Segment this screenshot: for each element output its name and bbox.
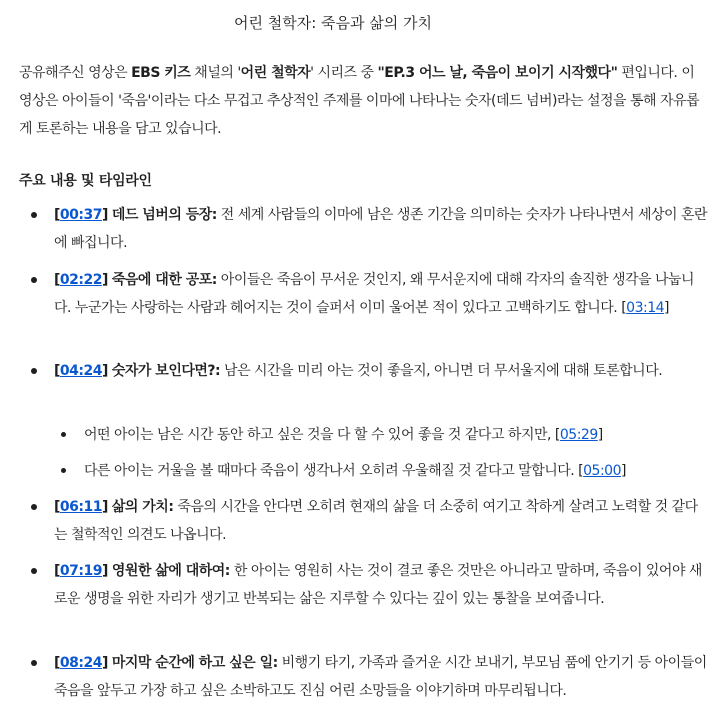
item-text: 남은 시간을 미리 아는 것이 좋을지, 아니면 더 무서울지에 대해 토론합니다.: [220, 363, 663, 379]
timestamp-link[interactable]: 07:19: [59, 563, 102, 579]
subitem-text: 어떤 아이는 남은 시간 동안 하고 싶은 것을 다 할 수 있어 좋을 것 같다고 하지만,: [84, 427, 555, 443]
intro-text: ' 시리즈 중: [310, 65, 378, 81]
bracket-open: [: [554, 427, 560, 443]
bracket-close: ]: [597, 427, 603, 443]
timeline-subitem: [84, 457, 710, 485]
item-text: 한 아이는 영원히 사는 것이 결코 좋은 것만은 아니라고 말하며, 죽음이 있어야 새로운 생명을 위한 자리가 생기고 반복되는 삶은 지루할 수 있다는 깊이 있는 통찰을 보여줍니다.: [54, 563, 702, 607]
bracket-close: ]: [101, 563, 108, 579]
intro-text: 채널의 ': [190, 65, 241, 81]
bracket-close: ]: [101, 363, 108, 379]
bracket-close: ]: [621, 463, 626, 479]
item-text: 비행기 타기, 가족과 즐거운 시간 보내기, 부모님 품에 안기기 등 아이들이 죽음을 앞두고 가장 하고 싶은 소박하고도 진심 어린 소망들을 이야기하며 마무리됩니다.: [54, 655, 707, 699]
item-label: 죽음에 대한 공포:: [111, 272, 217, 288]
bracket-open: [: [54, 563, 60, 579]
timeline-subitem: [84, 421, 710, 449]
timestamp-link[interactable]: 04:24: [59, 363, 102, 379]
timeline-item: [54, 266, 710, 322]
intro-text: 공유해주신 영상은: [19, 65, 132, 81]
bullet-icon: [31, 660, 37, 666]
bracket-open: [: [54, 499, 60, 515]
bullet-icon: [31, 504, 37, 510]
timeline-item: [54, 493, 710, 549]
bracket-open: [: [578, 463, 584, 479]
bracket-open: [: [54, 272, 60, 288]
reference-timestamp-link[interactable]: 05:00: [583, 463, 621, 479]
intro-text: 편입니다. 이 영상은 아이들이 '죽음'이라는 다소 무겁고 추상적인 주제를 이마에 나타나는 숫자(데드 넘버)라는 설정을 통해 자유롭게 토론하는 내용을 담고 있습니다.: [19, 65, 700, 137]
bracket-open: [: [54, 207, 60, 223]
bullet-icon: [31, 568, 37, 574]
timeline-item: [54, 649, 710, 705]
intro-paragraph: [19, 59, 711, 143]
bullet-icon: [61, 432, 66, 437]
bracket-open: [: [54, 363, 60, 379]
reference-timestamp-link[interactable]: 03:14: [626, 300, 665, 316]
timeline-item: [54, 357, 710, 385]
intro-episode-title: "EP.3 어느 날, 죽음이 보이기 시작했다": [377, 65, 618, 81]
item-label: 마지막 순간에 하고 싶은 일:: [111, 655, 278, 671]
item-label: 데드 넘버의 등장:: [111, 207, 217, 223]
item-label: 숫자가 보인다면?:: [111, 363, 221, 379]
bracket-open: [: [54, 655, 60, 671]
intro-series-name: 어린 철학자: [240, 65, 311, 81]
timeline-item: [54, 201, 710, 257]
item-label: 삶의 가치:: [111, 499, 174, 515]
timestamp-link[interactable]: 08:24: [59, 655, 102, 671]
timestamp-link[interactable]: 02:22: [59, 272, 102, 288]
subitem-text: 다른 아이는 거울을 볼 때마다 죽음이 생각나서 오히려 우울해질 것 같다고 말합니다.: [84, 463, 579, 479]
bullet-icon: [31, 277, 37, 283]
bracket-close: ]: [664, 300, 669, 316]
section-heading: 주요 내용 및 타임라인: [19, 173, 152, 189]
bracket-close: ]: [101, 272, 108, 288]
timestamp-link[interactable]: 00:37: [59, 207, 102, 223]
bracket-close: ]: [101, 655, 108, 671]
document-title: 어린 철학자: 죽음과 삶의 가치: [233, 14, 432, 32]
timestamp-link[interactable]: 06:11: [59, 499, 102, 515]
item-label: 영원한 삶에 대하여:: [111, 563, 230, 579]
bullet-icon: [31, 212, 37, 218]
item-text: 죽음의 시간을 안다면 오히려 현재의 삶을 더 소중히 여기고 착하게 살려고 노력할 것 같다는 철학적인 의견도 나옵니다.: [54, 499, 698, 543]
reference-timestamp-link[interactable]: 05:29: [559, 427, 598, 443]
bullet-icon: [31, 368, 37, 374]
item-text: 아이들은 죽음이 무서운 것인지, 왜 무서운지에 대해 각자의 솔직한 생각을 나눕니다. 누군가는 사랑하는 사람과 헤어지는 것이 슬퍼서 이미 울어본 적이 있다고 고백하기도 합니다.: [54, 272, 695, 316]
item-text: 전 세계 사람들의 이마에 남은 생존 기간을 의미하는 숫자가 나타나면서 세상이 혼란에 빠집니다.: [54, 207, 708, 251]
intro-channel-name: EBS 키즈: [131, 65, 191, 81]
bullet-icon: [61, 468, 66, 473]
bracket-open: [: [621, 300, 627, 316]
bracket-close: ]: [101, 207, 108, 223]
timeline-item: [54, 557, 710, 613]
bracket-close: ]: [101, 499, 108, 515]
